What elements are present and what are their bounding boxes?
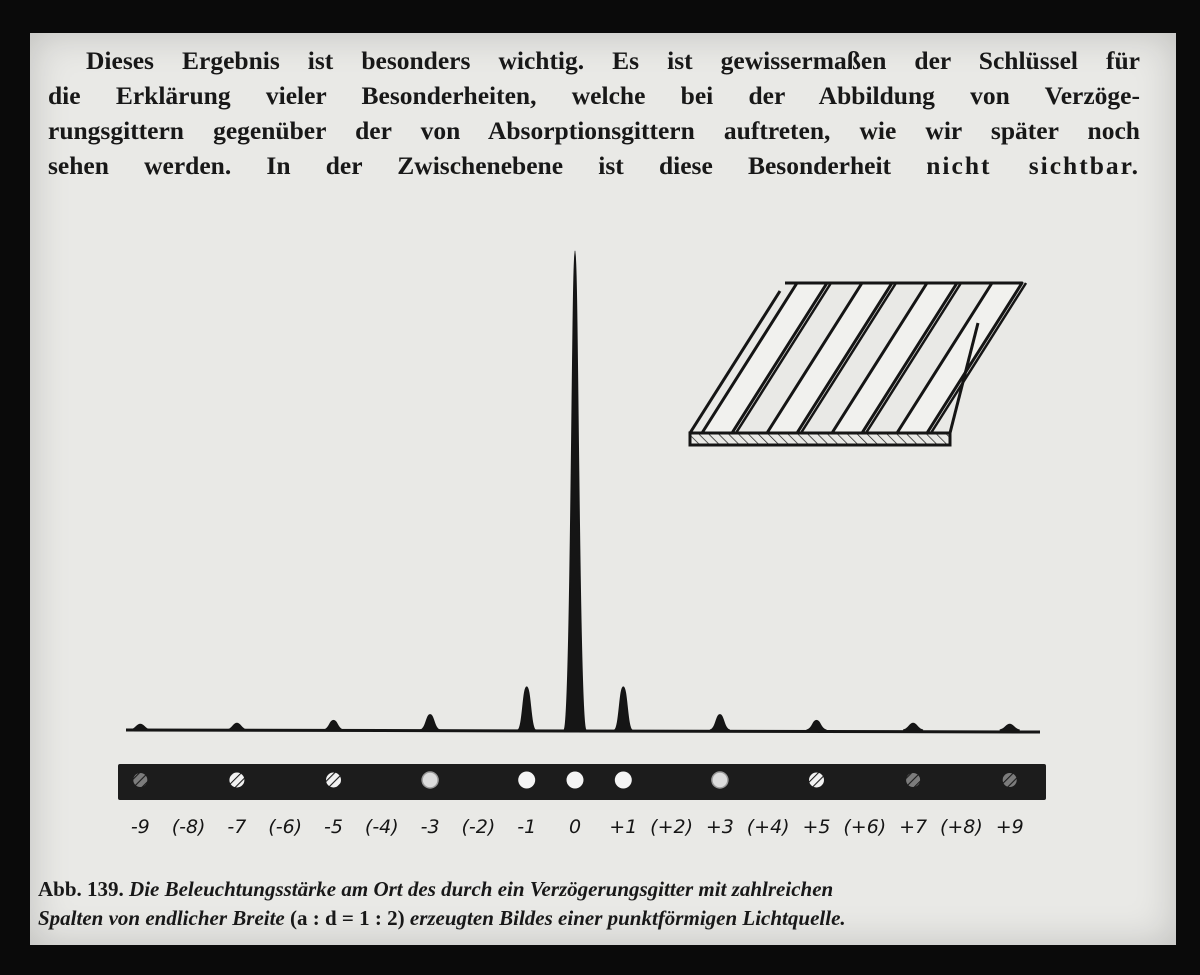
- peak-order-+3: [710, 715, 730, 730]
- text-line-3: rungsgittern gegenüber der von Absorptionsgittern auftreten, wie wir später noch: [48, 116, 1140, 145]
- grating-inset: [690, 283, 1026, 445]
- spot-order-1: [615, 772, 632, 789]
- text-line-4-main: sehen werden. In der Zwischenebene ist diese Besonderheit: [48, 151, 892, 180]
- spot-order-9: [1003, 773, 1017, 787]
- text-line-4-spaced: nicht sichtbar.: [926, 151, 1140, 180]
- tick-label-(-4): (-4): [364, 816, 399, 838]
- spot-order-3: [712, 772, 728, 788]
- caption-part-3: erzeugten Bildes einer punktförmigen Lichtquelle.: [409, 906, 846, 930]
- spot-order-7: [906, 773, 920, 787]
- tick-label-(-8): (-8): [171, 816, 206, 838]
- tick-label--3: -3: [420, 816, 440, 838]
- tick-label--1: -1: [517, 816, 537, 838]
- peak-order-+1: [614, 687, 632, 730]
- tick-label-+5: +5: [802, 816, 831, 838]
- tick-labels: [131, 816, 1024, 838]
- tick-label--5: -5: [324, 816, 343, 838]
- tick-label-+1: +1: [609, 816, 638, 838]
- tick-label-(+4): (+4): [746, 816, 790, 838]
- tick-label--9: -9: [130, 816, 150, 838]
- caption-label: Abb. 139.: [38, 877, 124, 901]
- peak-order--7: [227, 723, 247, 730]
- tick-label-(+8): (+8): [939, 816, 983, 838]
- peak-order-+7: [903, 723, 923, 730]
- spot-order-0: [567, 772, 584, 789]
- tick-label-+9: +9: [995, 816, 1024, 838]
- spot-order--1: [518, 772, 535, 789]
- peak-order-+5: [807, 720, 827, 730]
- tick-label--7: -7: [227, 816, 247, 838]
- spot-order--7: [229, 773, 244, 788]
- peak-order-+9: [1000, 724, 1020, 730]
- tick-label-0: 0: [568, 816, 582, 838]
- spot-strip: [118, 764, 1046, 800]
- tick-label-(+6): (+6): [843, 816, 887, 838]
- peak-order--9: [130, 724, 150, 730]
- tick-label-+7: +7: [899, 816, 928, 838]
- text-line-2: die Erklärung vieler Besonderheiten, welche bei der Abbildung von Verzöge-: [48, 81, 1140, 110]
- peak-order--5: [324, 720, 344, 730]
- intensity-chart: [30, 33, 1176, 945]
- figure-caption: [38, 875, 1138, 933]
- peak-order-0: [564, 251, 586, 730]
- tick-label-(-6): (-6): [268, 816, 303, 838]
- tick-label-(+2): (+2): [650, 816, 694, 838]
- peak-order--1: [518, 687, 536, 730]
- slide-page: [30, 33, 1176, 945]
- peak-order--3: [420, 715, 440, 730]
- caption-part-2: Spalten von endlicher Breite: [38, 906, 285, 930]
- text-line-1: Dieses Ergebnis ist besonders wichtig. Es ist gewissermaßen der Schlüssel für: [86, 46, 1140, 75]
- spot-order--5: [326, 773, 341, 788]
- tick-label-(-2): (-2): [461, 816, 496, 838]
- tick-label-+3: +3: [705, 816, 734, 838]
- caption-part-1: Die Beleuchtungsstärke am Ort des durch ein Verzögerungsgitter mit zahlreichen: [129, 877, 834, 901]
- spot-order-5: [809, 773, 824, 788]
- inset-substrate: [690, 433, 950, 445]
- spot-order--3: [422, 772, 438, 788]
- caption-ratio: (a : d = 1 : 2): [290, 906, 405, 930]
- spot-order--9: [133, 773, 147, 787]
